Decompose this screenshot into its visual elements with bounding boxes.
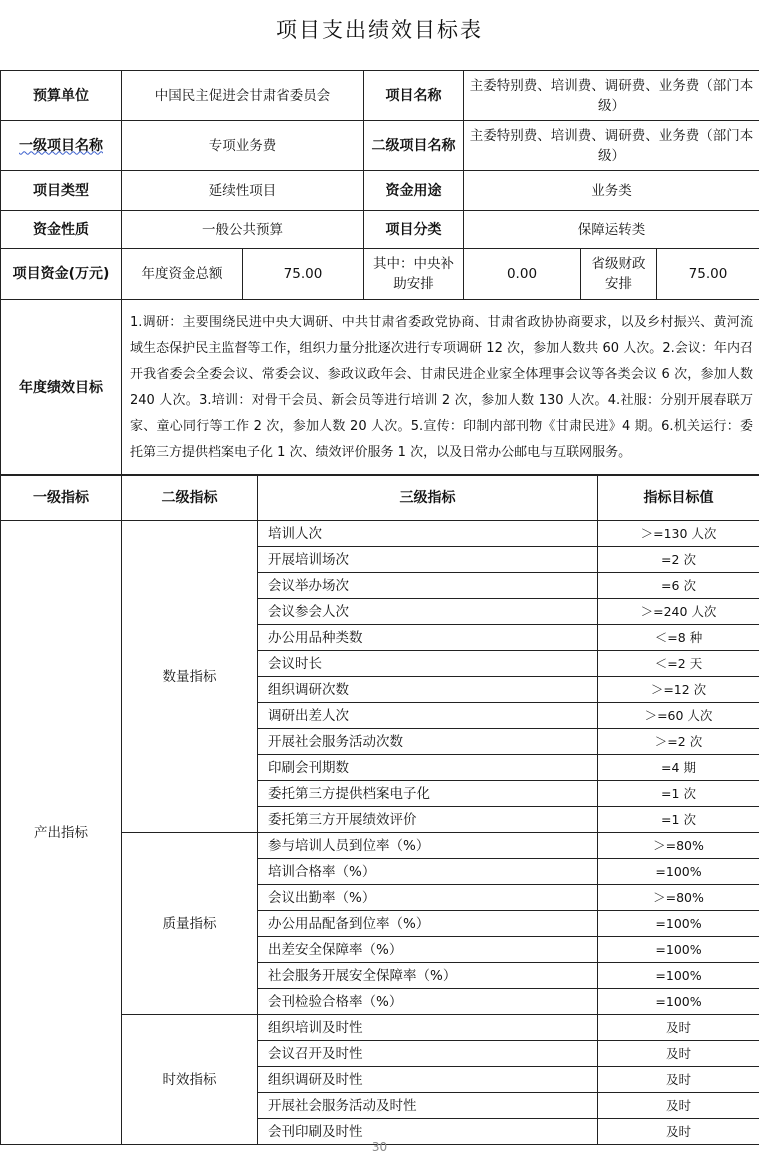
level2-project-label: 二级项目名称: [364, 121, 464, 171]
project-category-label: 项目分类: [364, 211, 464, 249]
level2-indicator: 质量指标: [122, 833, 258, 1015]
annual-total-value: 75.00: [243, 249, 364, 300]
indicator-target-value: ＞=12 次: [598, 677, 759, 703]
level3-indicator-name: 培训合格率（%）: [258, 859, 598, 885]
level3-indicator-name: 组织调研及时性: [258, 1067, 598, 1093]
indicator-target-value: =2 次: [598, 547, 759, 573]
indicator-target-value: 及时: [598, 1041, 759, 1067]
level3-indicator-name: 组织培训及时性: [258, 1015, 598, 1041]
indicator-row: [1, 521, 759, 547]
level1-indicator: 产出指标: [1, 521, 122, 1145]
project-category-value: 保障运转类: [464, 211, 759, 249]
indicator-target-value: =100%: [598, 963, 759, 989]
info-row-level-names: [1, 121, 759, 171]
header-level1: 一级指标: [1, 475, 122, 521]
level3-indicator-name: 办公用品配备到位率（%）: [258, 911, 598, 937]
central-subsidy-value: 0.00: [506, 266, 538, 282]
indicators-body: [1, 521, 759, 1145]
level3-indicator-name: 会议召开及时性: [258, 1041, 598, 1067]
level2-indicator: 数量指标: [122, 521, 258, 833]
indicator-target-value: ＜=8 种: [598, 625, 759, 651]
level3-indicator-name: 委托第三方开展绩效评价: [258, 807, 598, 833]
level3-indicator-name: 社会服务开展安全保障率（%）: [258, 963, 598, 989]
indicator-target-value: ＞=80%: [598, 885, 759, 911]
level3-indicator-name: 调研出差人次: [258, 703, 598, 729]
central-subsidy-label: 其中：中央补助安排: [364, 249, 464, 299]
level3-indicator-name: 印刷会刊期数: [258, 755, 598, 781]
annual-goal-label: 年度绩效目标: [1, 300, 122, 476]
indicator-target-value: =4 期: [598, 755, 759, 781]
header-level2: 二级指标: [122, 475, 258, 521]
indicator-target-value: =100%: [598, 937, 759, 963]
level2-project-value: 主委特别费、培训费、调研费、业务费（部门本级）: [464, 121, 759, 171]
level1-project-label: 一级项目名称: [1, 121, 122, 171]
level3-indicator-name: 会议举办场次: [258, 573, 598, 599]
fund-nature-value: 一般公共预算: [122, 211, 364, 249]
budget-unit-label: 预算单位: [1, 71, 122, 121]
indicator-target-value: ＞=2 次: [598, 729, 759, 755]
indicator-target-value: =6 次: [598, 573, 759, 599]
level3-indicator-name: 出差安全保障率（%）: [258, 937, 598, 963]
project-info-table: [0, 70, 759, 476]
indicator-target-value: ＞=80%: [598, 833, 759, 859]
level3-indicator-name: 参与培训人员到位率（%）: [258, 833, 598, 859]
project-name-value: 主委特别费、培训费、调研费、业务费（部门本级）: [464, 71, 759, 121]
level3-indicator-name: 开展培训场次: [258, 547, 598, 573]
provincial-fund-value: 75.00: [688, 266, 728, 282]
annual-goal-text: 1.调研：主要围绕民进中央大调研、中共甘肃省委政党协商、甘肃省政协协商要求，以及乡村振兴、黄河流域生态保护民主监督等工作，组织力量分批逐次进行专项调研 12 次，参加人数共 60 人次。2.会议：年内召开我省委会全委会议、常委会议、参政议政年会、甘肃民进企业家全体理事会议等各类会议 6 次，参加人数 240 人次。3.培训：对骨干会员、新会员等进行培训 2 次，参加人数 130 人次。4.社服：分别开展春联万家、童心同行等工作 2 次，参加人数 20 人次。5.宣传：印制内部刊物《甘肃民进》4 期。6.机关运行：委托第三方提供档案电子化 1 次、绩效评价服务 1 次，以及日常办公邮电与互联网服务。: [122, 300, 759, 476]
level3-indicator-name: 开展社会服务活动及时性: [258, 1093, 598, 1119]
fund-usage-value: 业务类: [464, 171, 759, 211]
indicator-target-value: 及时: [598, 1093, 759, 1119]
header-level3: 三级指标: [258, 475, 598, 521]
level3-indicator-name: 会刊检验合格率（%）: [258, 989, 598, 1015]
indicators-header-row: [1, 475, 759, 521]
level1-project-value: 专项业务费: [122, 121, 364, 171]
fund-nature-label: 资金性质: [1, 211, 122, 249]
info-row-funds: [1, 249, 759, 300]
indicator-target-value: =1 次: [598, 807, 759, 833]
indicator-target-value: ＞=130 人次: [598, 521, 759, 547]
provincial-fund-cell: [581, 249, 759, 300]
level3-indicator-name: 组织调研次数: [258, 677, 598, 703]
indicator-target-value: 及时: [598, 1067, 759, 1093]
budget-unit-value: 中国民主促进会甘肃省委员会: [122, 71, 364, 121]
indicator-target-value: =100%: [598, 911, 759, 937]
project-name-label: 项目名称: [364, 71, 464, 121]
indicator-target-value: =1 次: [598, 781, 759, 807]
indicator-target-value: =100%: [598, 859, 759, 885]
level3-indicator-name: 开展社会服务活动次数: [258, 729, 598, 755]
level3-indicator-name: 委托第三方提供档案电子化: [258, 781, 598, 807]
indicator-target-value: ＞=240 人次: [598, 599, 759, 625]
level3-indicator-name: 办公用品种类数: [258, 625, 598, 651]
project-type-value: 延续性项目: [122, 171, 364, 211]
indicator-target-value: 及时: [598, 1015, 759, 1041]
project-funds-label: 项目资金(万元): [1, 249, 122, 300]
level3-indicator-name: 会议出勤率（%）: [258, 885, 598, 911]
info-row-type: [1, 171, 759, 211]
level3-indicator-name: 会议时长: [258, 651, 598, 677]
project-type-label: 项目类型: [1, 171, 122, 211]
header-target-value: 指标目标值: [598, 475, 759, 521]
info-row-annual-goal: [1, 300, 759, 476]
indicator-target-value: 及时: [598, 1119, 759, 1145]
level3-indicator-name: 培训人次: [258, 521, 598, 547]
level3-indicator-name: 会刊印刷及时性: [258, 1119, 598, 1145]
provincial-fund-label: 省级财政安排: [581, 249, 657, 299]
page-title: 项目支出绩效目标表: [276, 18, 483, 42]
indicator-target-value: =100%: [598, 989, 759, 1015]
annual-total-label: 年度资金总额: [122, 249, 243, 300]
indicator-target-value: ＜=2 天: [598, 651, 759, 677]
indicators-table: [0, 474, 759, 1145]
level3-indicator-name: 会议参会人次: [258, 599, 598, 625]
fund-usage-label: 资金用途: [364, 171, 464, 211]
page-number: 30: [371, 1140, 388, 1154]
info-row-budget-unit: [1, 71, 759, 121]
central-subsidy-cell: [364, 249, 581, 300]
info-row-nature: [1, 211, 759, 249]
level2-indicator: 时效指标: [122, 1015, 258, 1145]
indicator-target-value: ＞=60 人次: [598, 703, 759, 729]
